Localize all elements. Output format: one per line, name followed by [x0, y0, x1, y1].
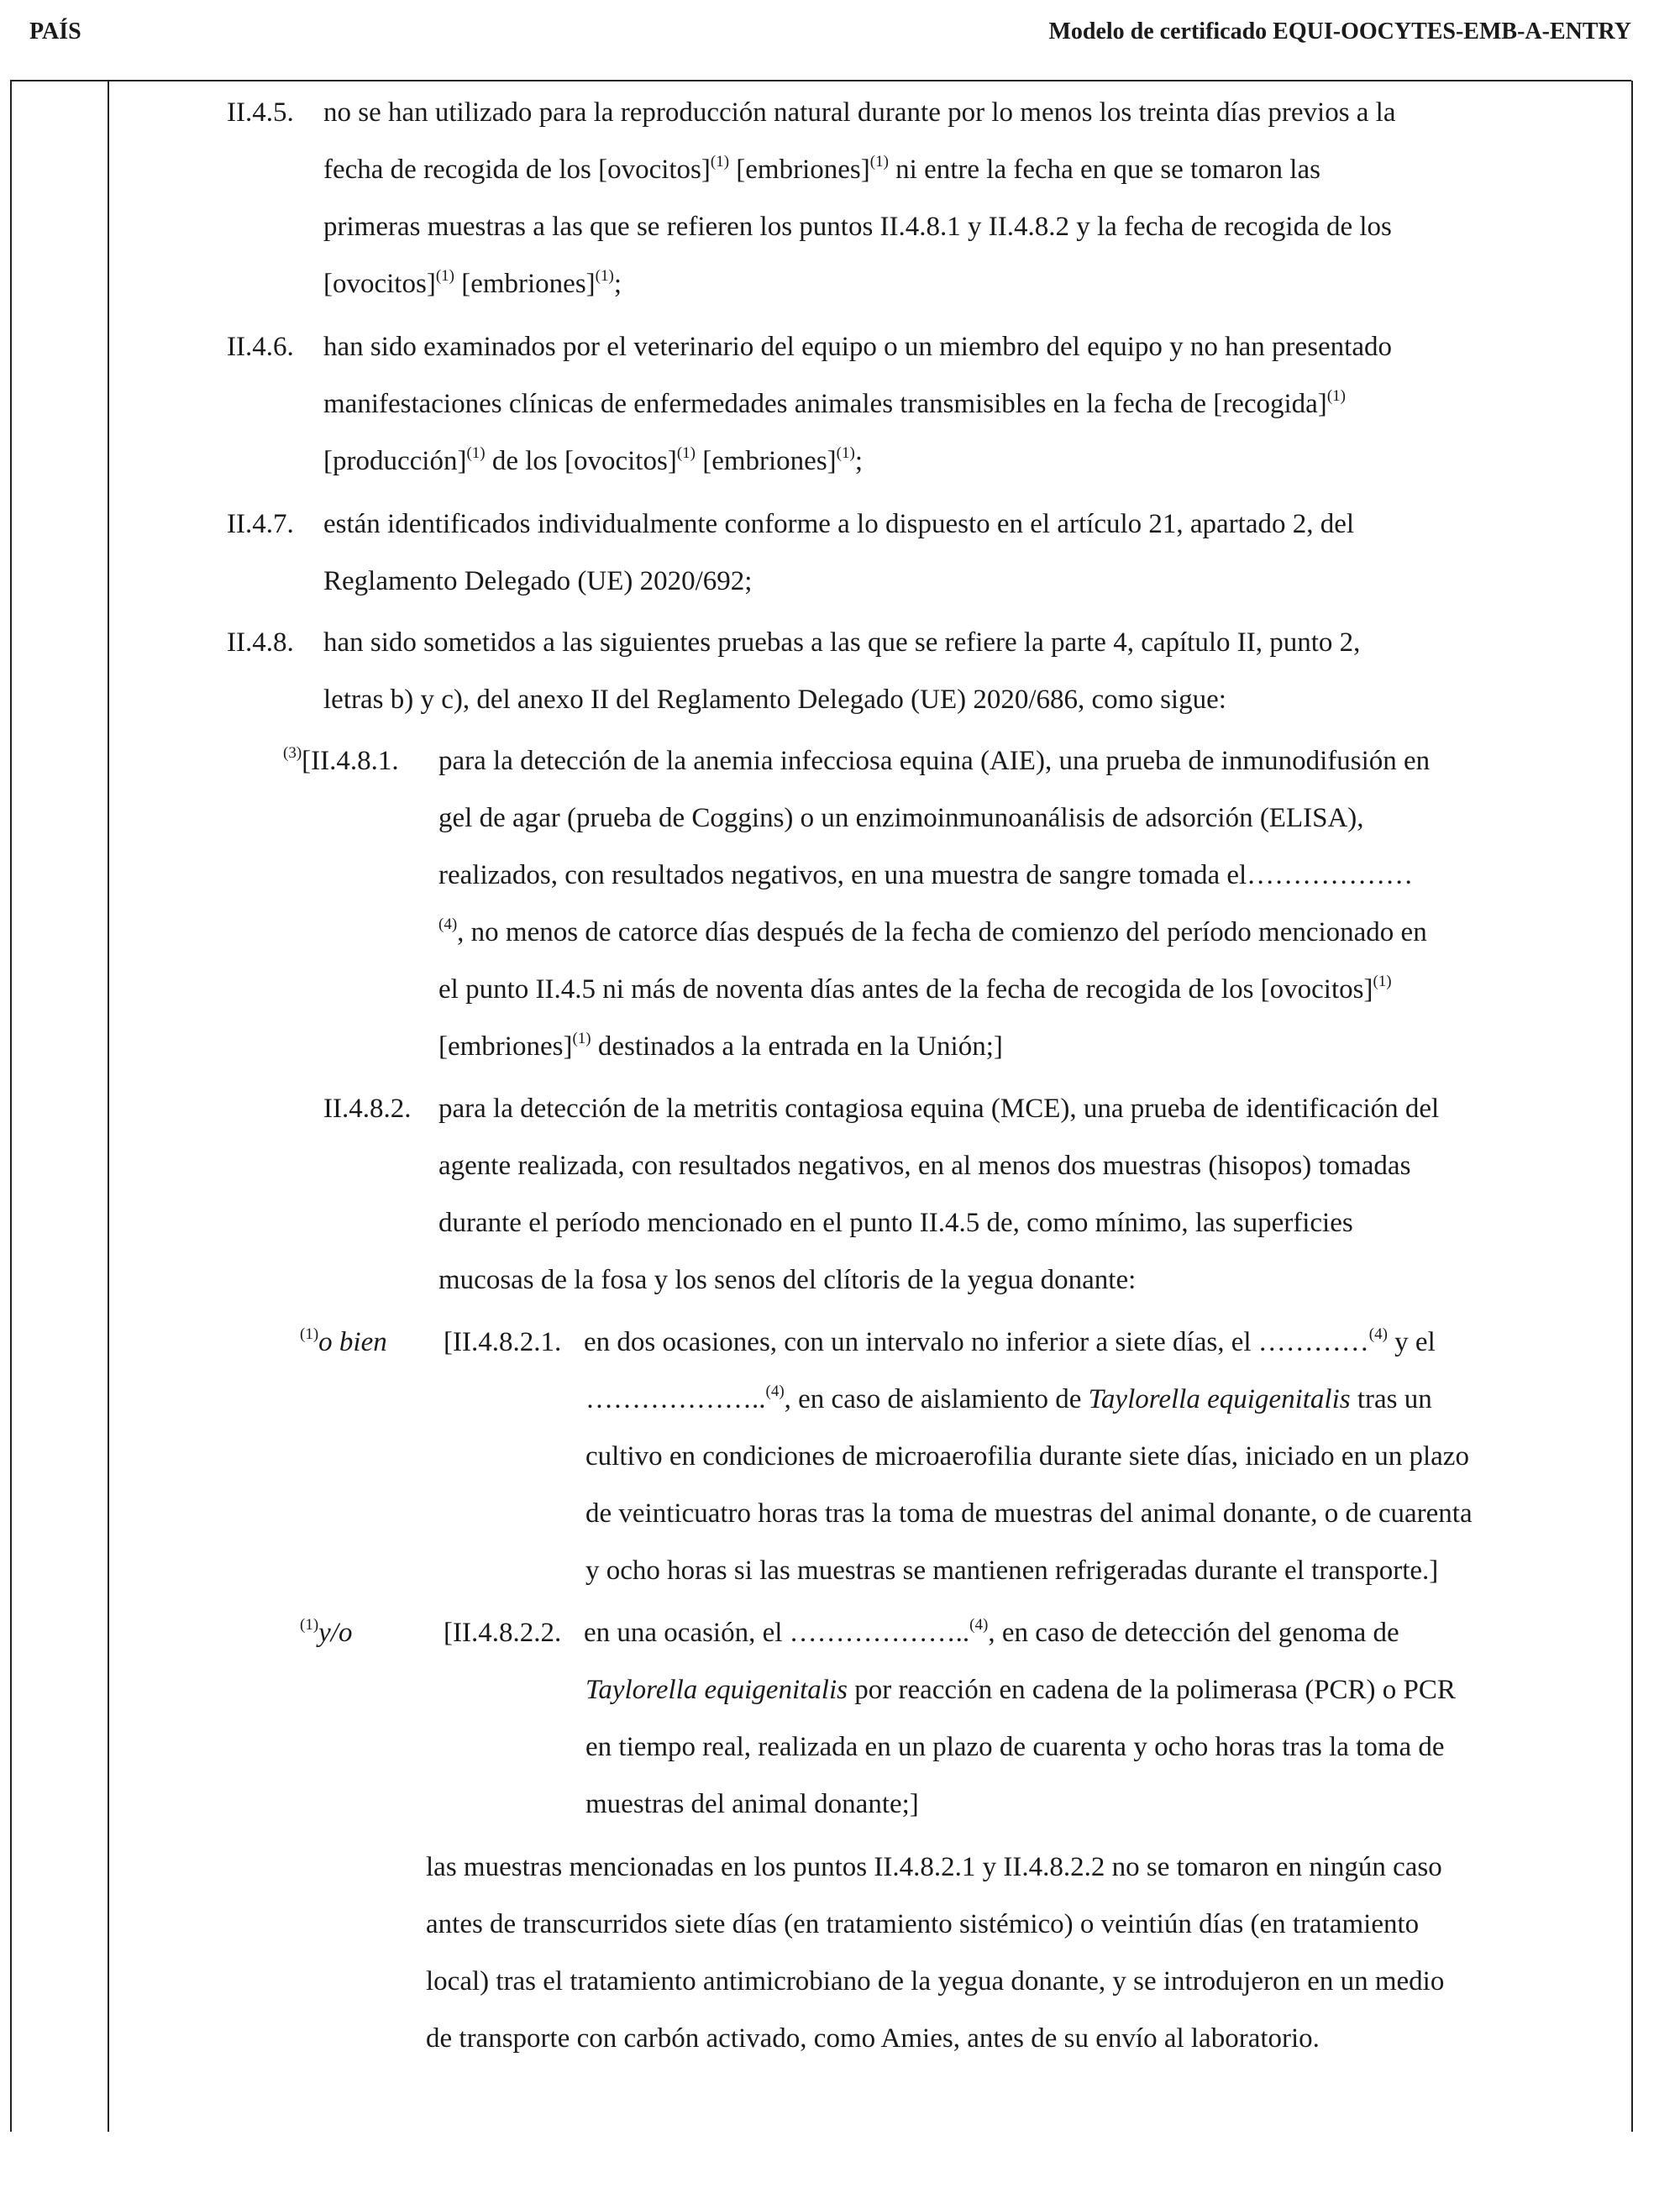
text-line: local) tras el tratamiento antimicrobiano de la yegua donante, y se introdujeron en un medio — [426, 1966, 1445, 1996]
point-number: II.4.8.2. — [323, 1094, 412, 1124]
text-line: están identificados individualmente conforme a lo dispuesto en el artículo 21, apartado 2, del — [323, 509, 1355, 539]
text-line: el punto II.4.5 ni más de noventa días antes de la fecha de recogida de los [ovocitos]$^{(1)}$ — [438, 973, 1392, 1005]
text-line: de veinticuatro horas tras la toma de muestras del animal donante, o de cuarenta — [585, 1498, 1473, 1529]
table-right-border — [1631, 81, 1633, 2132]
table-left-border — [10, 81, 12, 2132]
table-top-border — [10, 80, 1631, 81]
certificate-model: Modelo de certificado EQUI-OOCYTES-EMB-A-ENTRY — [1048, 18, 1631, 45]
point-number: II.4.7. — [227, 509, 294, 539]
text-line: en tiempo real, realizada en un plazo de cuarenta y ocho horas tras la toma de — [585, 1732, 1445, 1762]
text-line: realizados, con resultados negativos, en una muestra de sangre tomada el……………… — [438, 860, 1414, 890]
text-line: [producción]$^{(1)}$ de los [ovocitos]$^{(1)}$ [embriones]$^{(1)}$; — [323, 444, 863, 476]
point-number: [II.4.8.2.1. — [444, 1327, 562, 1357]
text-line: [ovocitos]$^{(1)}$ [embriones]$^{(1)}$; — [323, 267, 622, 299]
option-label: $^{(1)}$y/o — [300, 1616, 353, 1648]
text-line: en una ocasión, el ………………..$^{(4)}$, en caso de detección del genoma de — [584, 1616, 1399, 1648]
option-label: $^{(1)}$o bien — [300, 1325, 387, 1357]
text-line: y ocho horas si las muestras se mantienen refrigeradas durante el transporte.] — [585, 1556, 1439, 1586]
text-line: las muestras mencionadas en los puntos II.4.8.2.1 y II.4.8.2.2 no se tomaron en ningún caso — [426, 1852, 1442, 1882]
text-line: primeras muestras a las que se refieren los puntos II.4.8.1 y II.4.8.2 y la fecha de recogida de los — [323, 212, 1392, 242]
text-line: mucosas de la fosa y los senos del clítoris de la yegua donante: — [438, 1265, 1137, 1295]
text-line: antes de transcurridos siete días (en tratamiento sistémico) o veintiún días (en tratamiento — [426, 1909, 1420, 1939]
table-column-divider — [108, 81, 109, 2132]
text-line: para la detección de la metritis contagiosa equina (MCE), una prueba de identificación del — [438, 1094, 1440, 1124]
point-number: $^{(3)}$[II.4.8.1. — [283, 744, 399, 776]
point-number: II.4.6. — [227, 332, 294, 362]
point-number: II.4.8. — [227, 627, 294, 658]
text-line: han sido examinados por el veterinario del equipo o un miembro del equipo y no han presentado — [323, 332, 1392, 362]
point-number: [II.4.8.2.2. — [444, 1618, 562, 1648]
text-line: fecha de recogida de los [ovocitos]$^{(1)}$ [embriones]$^{(1)}$ ni entre la fecha en que se tomaron las — [323, 153, 1320, 185]
text-line: [embriones]$^{(1)}$ destinados a la entrada en la Unión;] — [438, 1030, 1003, 1062]
text-line: ………………..$^{(4)}$, en caso de aislamiento de Taylorella equigenitalis tras un — [585, 1383, 1432, 1414]
text-line: muestras del animal donante;] — [585, 1789, 919, 1819]
country-label: PAÍS — [29, 18, 81, 45]
text-line: $^{(4)}$, no menos de catorce días después de la fecha de comienzo del período mencionado en — [438, 916, 1427, 947]
text-line: han sido sometidos a las siguientes pruebas a las que se refiere la parte 4, capítulo II, punto 2, — [323, 627, 1361, 658]
text-line: para la detección de la anemia infecciosa equina (AIE), una prueba de inmunodifusión en — [438, 746, 1431, 776]
text-line: de transporte con carbón activado, como Amies, antes de su envío al laboratorio. — [426, 2023, 1320, 2054]
text-line: Taylorella equigenitalis por reacción en cadena de la polimerasa (PCR) o PCR — [585, 1675, 1456, 1705]
text-line: agente realizada, con resultados negativos, en al menos dos muestras (hisopos) tomadas — [438, 1151, 1411, 1181]
point-number: II.4.5. — [227, 97, 294, 128]
text-line: cultivo en condiciones de microaerofilia durante siete días, iniciado en un plazo — [585, 1441, 1469, 1472]
text-line: gel de agar (prueba de Coggins) o un enzimoinmunoanálisis de adsorción (ELISA), — [438, 803, 1364, 833]
text-line: en dos ocasiones, con un intervalo no inferior a siete días, el …………$^{(4)}$ y el — [584, 1325, 1436, 1357]
text-line: no se han utilizado para la reproducción natural durante por lo menos los treinta días previos a la — [323, 97, 1396, 128]
text-line: letras b) y c), del anexo II del Reglamento Delegado (UE) 2020/686, como sigue: — [323, 685, 1226, 715]
text-line: durante el período mencionado en el punto II.4.5 de, como mínimo, las superficies — [438, 1208, 1353, 1238]
text-line: manifestaciones clínicas de enfermedades animales transmisibles en la fecha de [recogida]$^{(1)}$ — [323, 387, 1346, 419]
text-line: Reglamento Delegado (UE) 2020/692; — [323, 566, 753, 596]
